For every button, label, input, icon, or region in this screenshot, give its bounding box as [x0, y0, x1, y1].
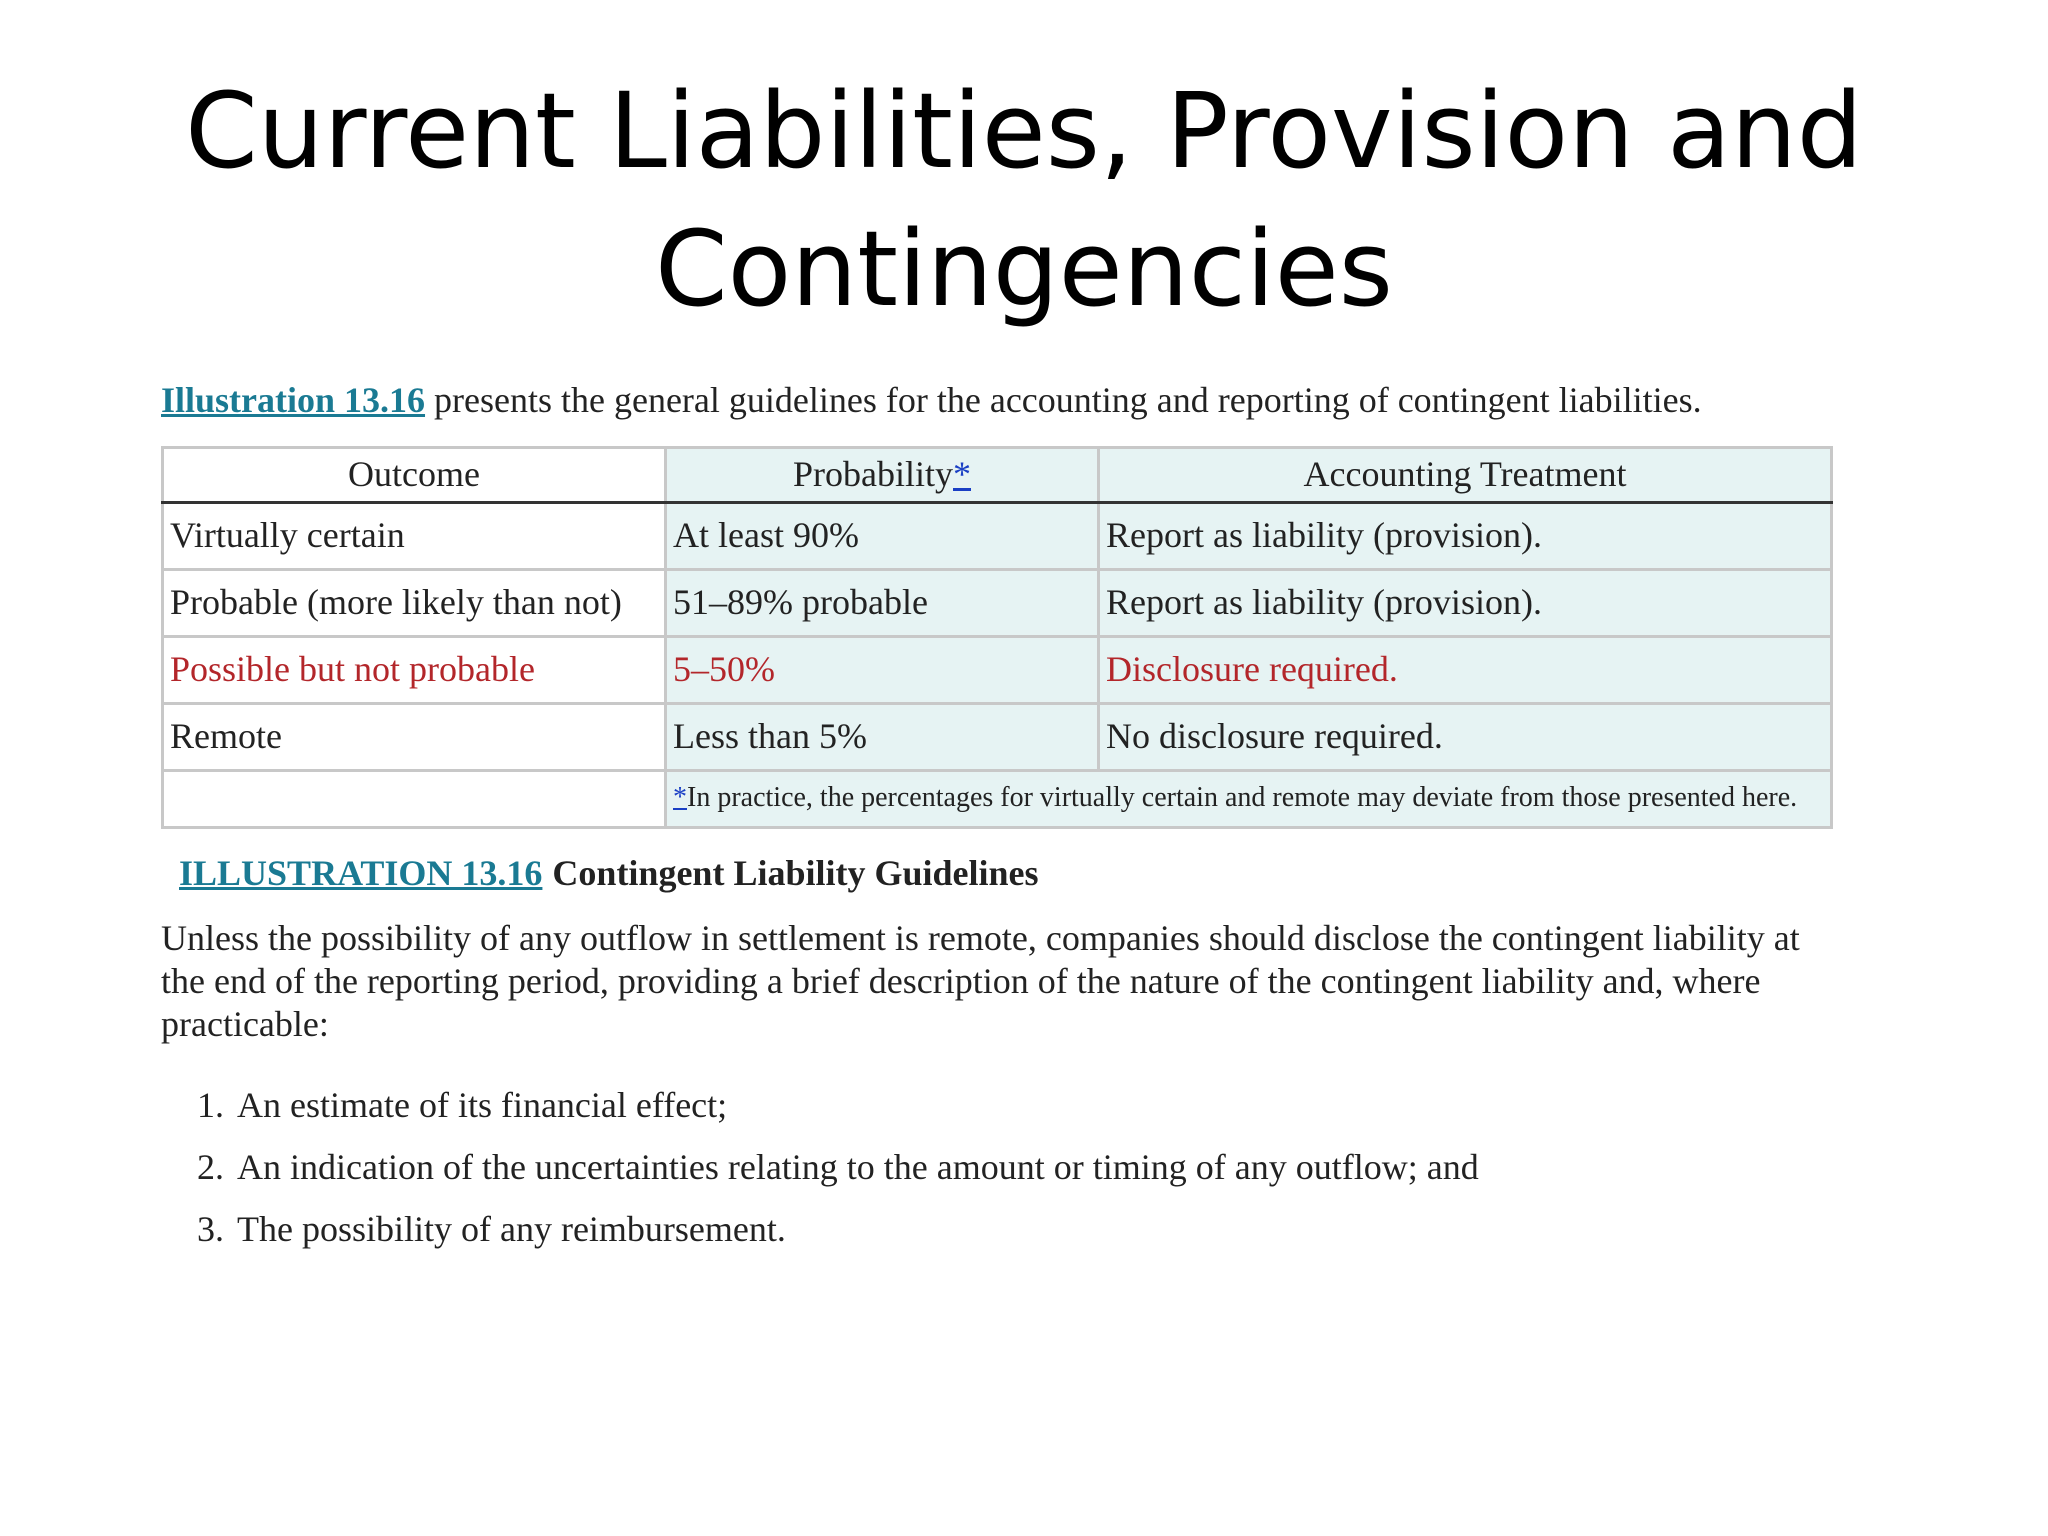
table-row [163, 570, 1832, 637]
slide-title-line-2: Contingencies [655, 208, 1393, 330]
illustration-link[interactable]: Illustration 13.16 [161, 380, 426, 420]
caption-title: Contingent Liability Guidelines [552, 853, 1039, 893]
intro-paragraph [161, 378, 1851, 422]
footnote-marker-link[interactable]: * [673, 782, 687, 813]
cell-treatment: Report as liability (provision). [1099, 570, 1832, 637]
table-row [163, 704, 1832, 771]
contingent-liability-table [161, 446, 1833, 829]
cell-probability: 5–50% [666, 637, 1099, 704]
cell-outcome: Virtually certain [163, 503, 666, 570]
table-row [163, 503, 1832, 570]
content-area [161, 378, 1851, 1260]
list-item: 2. An indication of the uncertainties relating to the amount or timing of any outflow; and [233, 1136, 1851, 1198]
cell-treatment: Disclosure required. [1099, 637, 1832, 704]
cell-treatment: No disclosure required. [1099, 704, 1832, 771]
probability-footnote-link[interactable]: * [953, 454, 971, 494]
cell-outcome: Remote [163, 704, 666, 771]
header-probability [666, 448, 1099, 503]
cell-treatment: Report as liability (provision). [1099, 503, 1832, 570]
disclosure-list [161, 1074, 1851, 1260]
table-footnote [666, 771, 1832, 828]
footnote-empty-cell [163, 771, 666, 828]
illustration-caption [179, 851, 1851, 895]
list-item: 3. The possibility of any reimbursement. [233, 1198, 1851, 1260]
header-outcome: Outcome [163, 448, 666, 503]
cell-probability: At least 90% [666, 503, 1099, 570]
list-item: 1. An estimate of its financial effect; [233, 1074, 1851, 1136]
header-accounting-treatment: Accounting Treatment [1099, 448, 1832, 503]
footnote-text: In practice, the percentages for virtually certain and remote may deviate from those presented here. [687, 782, 1798, 813]
table-row-highlighted [163, 637, 1832, 704]
slide-title-line-1: Current Liabilities, Provision and [185, 70, 1863, 192]
cell-probability: Less than 5% [666, 704, 1099, 771]
intro-text: presents the general guidelines for the accounting and reporting of contingent liabilities. [425, 380, 1702, 420]
cell-outcome: Probable (more likely than not) [163, 570, 666, 637]
cell-probability: 51–89% probable [666, 570, 1099, 637]
header-probability-label: Probability [793, 454, 953, 494]
body-paragraph: Unless the possibility of any outflow in settlement is remote, companies should disclose the contingent liability at the end of the reporting period, providing a brief description of the nature of the contingent liability and, where practicable: [161, 918, 1800, 1044]
cell-outcome: Possible but not probable [163, 637, 666, 704]
caption-illustration-link[interactable]: ILLUSTRATION 13.16 [179, 853, 543, 893]
table-header-row [163, 448, 1832, 503]
table-footnote-row [163, 771, 1832, 828]
slide-title [0, 62, 2048, 338]
